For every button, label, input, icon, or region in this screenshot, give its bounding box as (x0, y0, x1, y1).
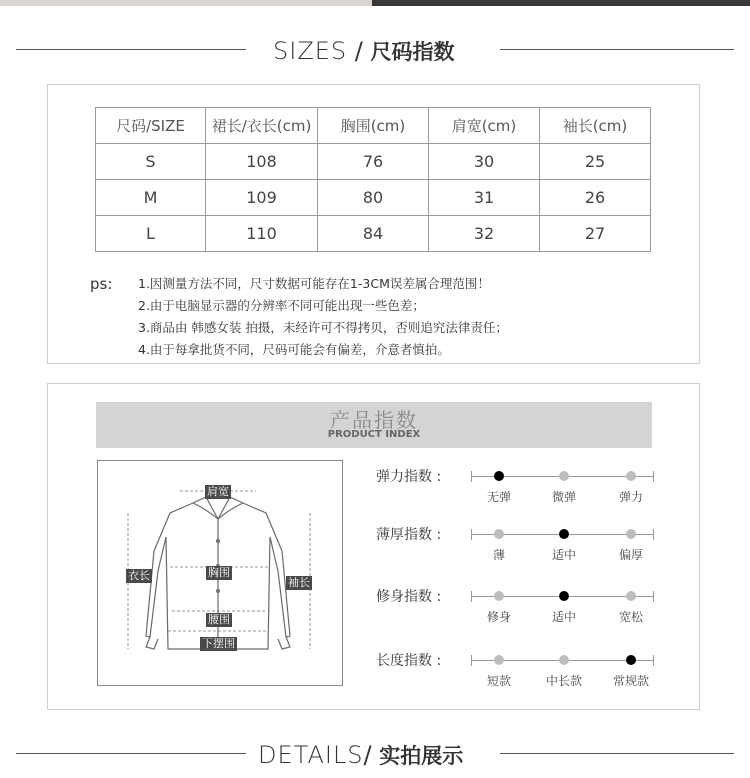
product-index-banner (96, 402, 652, 448)
index-dot-selected (626, 655, 636, 665)
index-dot (494, 655, 504, 665)
index-track-end (653, 471, 654, 482)
cell-sleeve: 26 (540, 180, 651, 216)
index-track-end (653, 655, 654, 666)
index-row-name: 修身指数 : (376, 589, 442, 605)
label-shoulder: 肩宽 (207, 485, 229, 498)
sizes-heading-text (273, 36, 455, 66)
index-option-label: 薄 (492, 548, 505, 562)
note-line: 2.由于电脑显示器的分辨率不同可能出现一些色差； (138, 298, 425, 313)
cell-chest: 84 (318, 216, 429, 252)
sizes-heading-sep: / (347, 37, 371, 65)
index-track-end (471, 591, 472, 602)
note-line: 3.商品由 韩感女装 拍摄，未经许可不得拷贝，否则追究法律责任； (138, 320, 508, 335)
cell-shoulder: 31 (429, 180, 540, 216)
heading-rule-left (16, 753, 246, 754)
note-line: 4.由于每拿批货不同，尺码可能会有偏差，介意者慎拍。 (138, 342, 450, 357)
header-size: 尺码/SIZE (96, 108, 206, 144)
index-dot (626, 529, 636, 539)
label-waist: 腰围 (208, 613, 230, 626)
cell-shoulder: 32 (429, 216, 540, 252)
product-index-title: 产品指数 (330, 408, 418, 432)
header-sleeve: 袖长(cm) (540, 108, 651, 144)
top-photo-strip (0, 0, 750, 6)
heading-rule-right (500, 753, 734, 754)
cell-sleeve: 25 (540, 144, 651, 180)
index-option-label: 微弹 (551, 490, 576, 504)
heading-rule-left (16, 49, 246, 50)
index-dot (494, 529, 504, 539)
cell-size: M (96, 180, 206, 216)
heading-rule-right (500, 49, 734, 50)
index-dot (626, 591, 636, 601)
product-index-panel (47, 383, 700, 710)
sizes-heading (0, 32, 750, 68)
index-option-label: 弹力 (618, 490, 643, 504)
top-photo-strip-dark (372, 0, 750, 6)
cell-size: S (96, 144, 206, 180)
sizes-heading-en: SIZES (273, 37, 348, 65)
index-dot-selected (559, 529, 569, 539)
table-row (96, 216, 651, 252)
index-dot-selected (559, 591, 569, 601)
index-dot (494, 591, 504, 601)
index-option-label: 常规款 (612, 674, 649, 688)
details-heading-cn: 实拍展示 (379, 744, 464, 768)
index-dot (626, 471, 636, 481)
cell-chest: 76 (318, 144, 429, 180)
notes-prefix: ps: (90, 275, 113, 293)
header-shoulder: 肩宽(cm) (429, 108, 540, 144)
product-index-subtitle: PRODUCT INDEX (327, 429, 421, 440)
index-option-label: 中长款 (545, 674, 582, 688)
cell-sleeve: 27 (540, 216, 651, 252)
sizes-heading-cn: 尺码指数 (370, 40, 455, 64)
index-dot (559, 471, 569, 481)
index-option-label: 适中 (551, 610, 576, 624)
shirt-measure-diagram (97, 460, 343, 686)
index-option-label: 宽松 (618, 610, 643, 624)
table-row (96, 144, 651, 180)
size-table-header (96, 108, 651, 144)
label-hem: 下摆围 (202, 637, 235, 650)
index-track-end (471, 471, 472, 482)
index-row-name: 弹力指数 : (376, 469, 442, 485)
index-row (376, 466, 656, 516)
index-track-end (471, 655, 472, 666)
index-row (376, 524, 656, 574)
cell-shoulder: 30 (429, 144, 540, 180)
index-row-name: 长度指数 : (376, 653, 442, 669)
size-chart-panel (47, 84, 700, 364)
header-length: 裙长/衣长(cm) (206, 108, 318, 144)
index-row-name: 薄厚指数 : (376, 527, 442, 543)
cell-chest: 80 (318, 180, 429, 216)
index-row (376, 650, 656, 700)
header-chest: 胸围(cm) (318, 108, 429, 144)
index-option-label: 修身 (486, 610, 511, 624)
label-length: 衣长 (128, 569, 150, 582)
cell-length: 108 (206, 144, 318, 180)
cell-length: 110 (206, 216, 318, 252)
index-dot (559, 655, 569, 665)
note-line: 1.因测量方法不同，尺寸数据可能存在1-3CM误差属合理范围！ (138, 276, 490, 291)
index-option-label: 偏厚 (618, 548, 643, 562)
index-row (376, 586, 656, 636)
label-sleeve: 袖长 (288, 576, 310, 589)
cell-length: 109 (206, 180, 318, 216)
index-option-label: 适中 (551, 548, 576, 562)
index-track-end (653, 591, 654, 602)
table-row (96, 180, 651, 216)
details-heading (0, 736, 750, 772)
index-track-end (653, 529, 654, 540)
index-track-end (471, 529, 472, 540)
notes-lines (138, 273, 508, 361)
cell-size: L (96, 216, 206, 252)
details-heading-text (258, 740, 463, 770)
index-option-label: 短款 (486, 674, 511, 688)
details-heading-sep: / (363, 741, 380, 769)
details-heading-en: DETAILS (258, 741, 364, 769)
size-table (95, 107, 651, 252)
label-chest: 胸围 (208, 566, 230, 579)
index-option-label: 无弹 (486, 490, 511, 504)
index-dot-selected (494, 471, 504, 481)
